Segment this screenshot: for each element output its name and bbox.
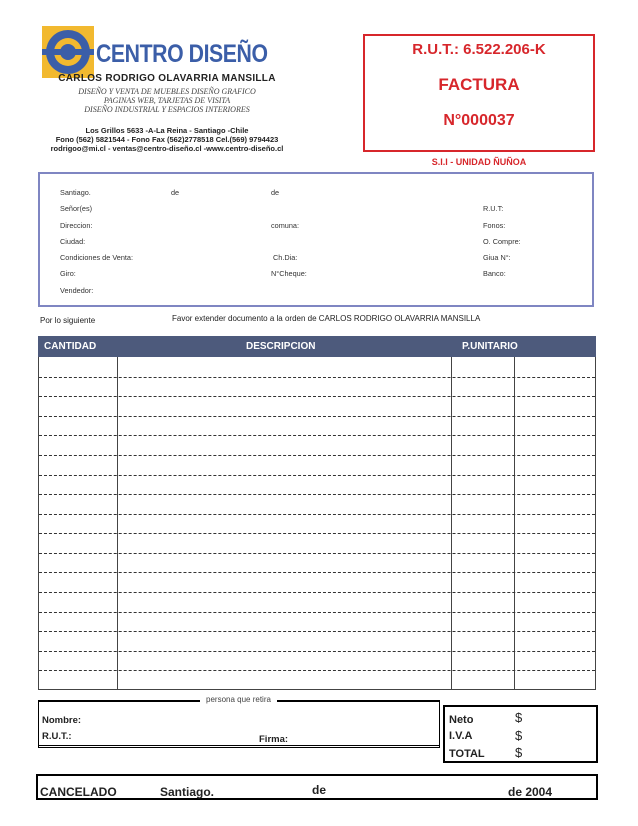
iva-currency: $	[515, 728, 523, 743]
table-row-line	[39, 533, 595, 534]
field-senor: Señor(es)	[60, 204, 93, 213]
cancelado-label: CANCELADO	[40, 785, 117, 799]
table-row-line	[39, 514, 595, 515]
rut-box	[363, 34, 595, 152]
table-row-line	[39, 396, 595, 397]
field-vendedor: Vendedor:	[60, 286, 94, 295]
favor-extender: Favor extender documento a la orden de CARLOS RODRIGO OLAVARRIA MANSILLA	[172, 314, 481, 323]
invoice-number: N°000037	[443, 112, 515, 129]
total-label: TOTAL	[449, 748, 485, 760]
total-currency: $	[515, 745, 523, 760]
table-row-line	[39, 651, 595, 652]
table-row-line	[39, 670, 595, 671]
rut-number: R.U.T.: 6.522.206-K	[412, 41, 546, 58]
field-de-1: de	[171, 188, 180, 197]
firma-label: Firma:	[259, 734, 289, 745]
cancelado-box	[36, 774, 598, 800]
cancelado-de: de	[312, 783, 327, 797]
field-giro: Giro:	[60, 269, 76, 278]
document-type: FACTURA	[438, 75, 520, 94]
field-comuna: comuna:	[271, 221, 299, 230]
table-row-line	[39, 455, 595, 456]
col-descripcion: DESCRIPCION	[246, 341, 316, 352]
table-row-line	[39, 494, 595, 495]
field-ciudad: Ciudad:	[60, 237, 86, 246]
persona-que-retira-label: persona que retira	[200, 695, 277, 704]
rut-label: R.U.T.:	[42, 731, 72, 742]
field-fonos: Fonos:	[483, 221, 506, 230]
neto-currency: $	[515, 710, 523, 725]
por-lo-siguiente: Por lo siguiente	[40, 316, 96, 325]
field-cheque: N°Cheque:	[271, 269, 307, 278]
totals-box	[443, 705, 598, 763]
company-address: Los Grillos 5633 -A-La Reina - Santiago -Chile Fono (562) 5821544 - Fono Fax (562)2778518 Cel.(569) 9794423 rodrigoo@mi.cl - ventas@centro-diseño.cl -www.centro-diseño.cl	[50, 126, 284, 153]
col-cantidad: CANTIDAD	[44, 341, 97, 352]
table-row-line	[39, 416, 595, 417]
field-direccion: Direccion:	[60, 221, 93, 230]
cancelado-santiago: Santiago.	[160, 785, 215, 799]
tagline: DISEÑO Y VENTA DE MUEBLES DISEÑO GRAFICO PAGINAS WEB, TARJETAS DE VISITA DISEÑO INDUSTRIAL Y ESPACIOS INTERIORES	[78, 87, 256, 114]
field-orden-compra: O. Compre:	[483, 237, 521, 246]
col-divider	[514, 357, 515, 689]
field-banco: Banco:	[483, 269, 506, 278]
brand-name: CENTRO DISEÑO	[96, 40, 268, 68]
retira-divider	[39, 745, 439, 746]
table-row-line	[39, 377, 595, 378]
table-row-line	[39, 553, 595, 554]
persona-que-retira-box	[38, 700, 440, 748]
table-row-line	[39, 572, 595, 573]
sii-unit: S.I.I - UNIDAD ÑUÑOA	[431, 157, 527, 167]
centro-diseno-logo	[42, 26, 94, 78]
field-de-2: de	[271, 188, 280, 197]
cancelado-year: de 2004	[508, 785, 553, 799]
table-row-line	[39, 631, 595, 632]
items-table-header	[38, 336, 596, 357]
col-divider	[117, 357, 118, 689]
field-ch-dia: Ch.Dia:	[273, 253, 298, 262]
col-divider	[451, 357, 452, 689]
field-rut: R.U.T:	[483, 204, 504, 213]
iva-label: I.V.A	[449, 730, 473, 742]
table-row-line	[39, 435, 595, 436]
field-condiciones: Condiciones de Venta:	[60, 253, 134, 262]
nombre-label: Nombre:	[42, 715, 82, 726]
table-row-line	[39, 592, 595, 593]
field-guia: Giua N°:	[483, 253, 511, 262]
table-row-line	[39, 475, 595, 476]
owner-name: CARLOS RODRIGO OLAVARRIA MANSILLA	[58, 73, 276, 84]
neto-label: Neto	[449, 714, 474, 726]
col-p-unitario: P.UNITARIO	[462, 341, 518, 352]
client-info-box	[38, 172, 594, 307]
table-row-line	[39, 612, 595, 613]
items-table-body	[38, 357, 596, 690]
field-santiago: Santiago.	[60, 188, 91, 197]
